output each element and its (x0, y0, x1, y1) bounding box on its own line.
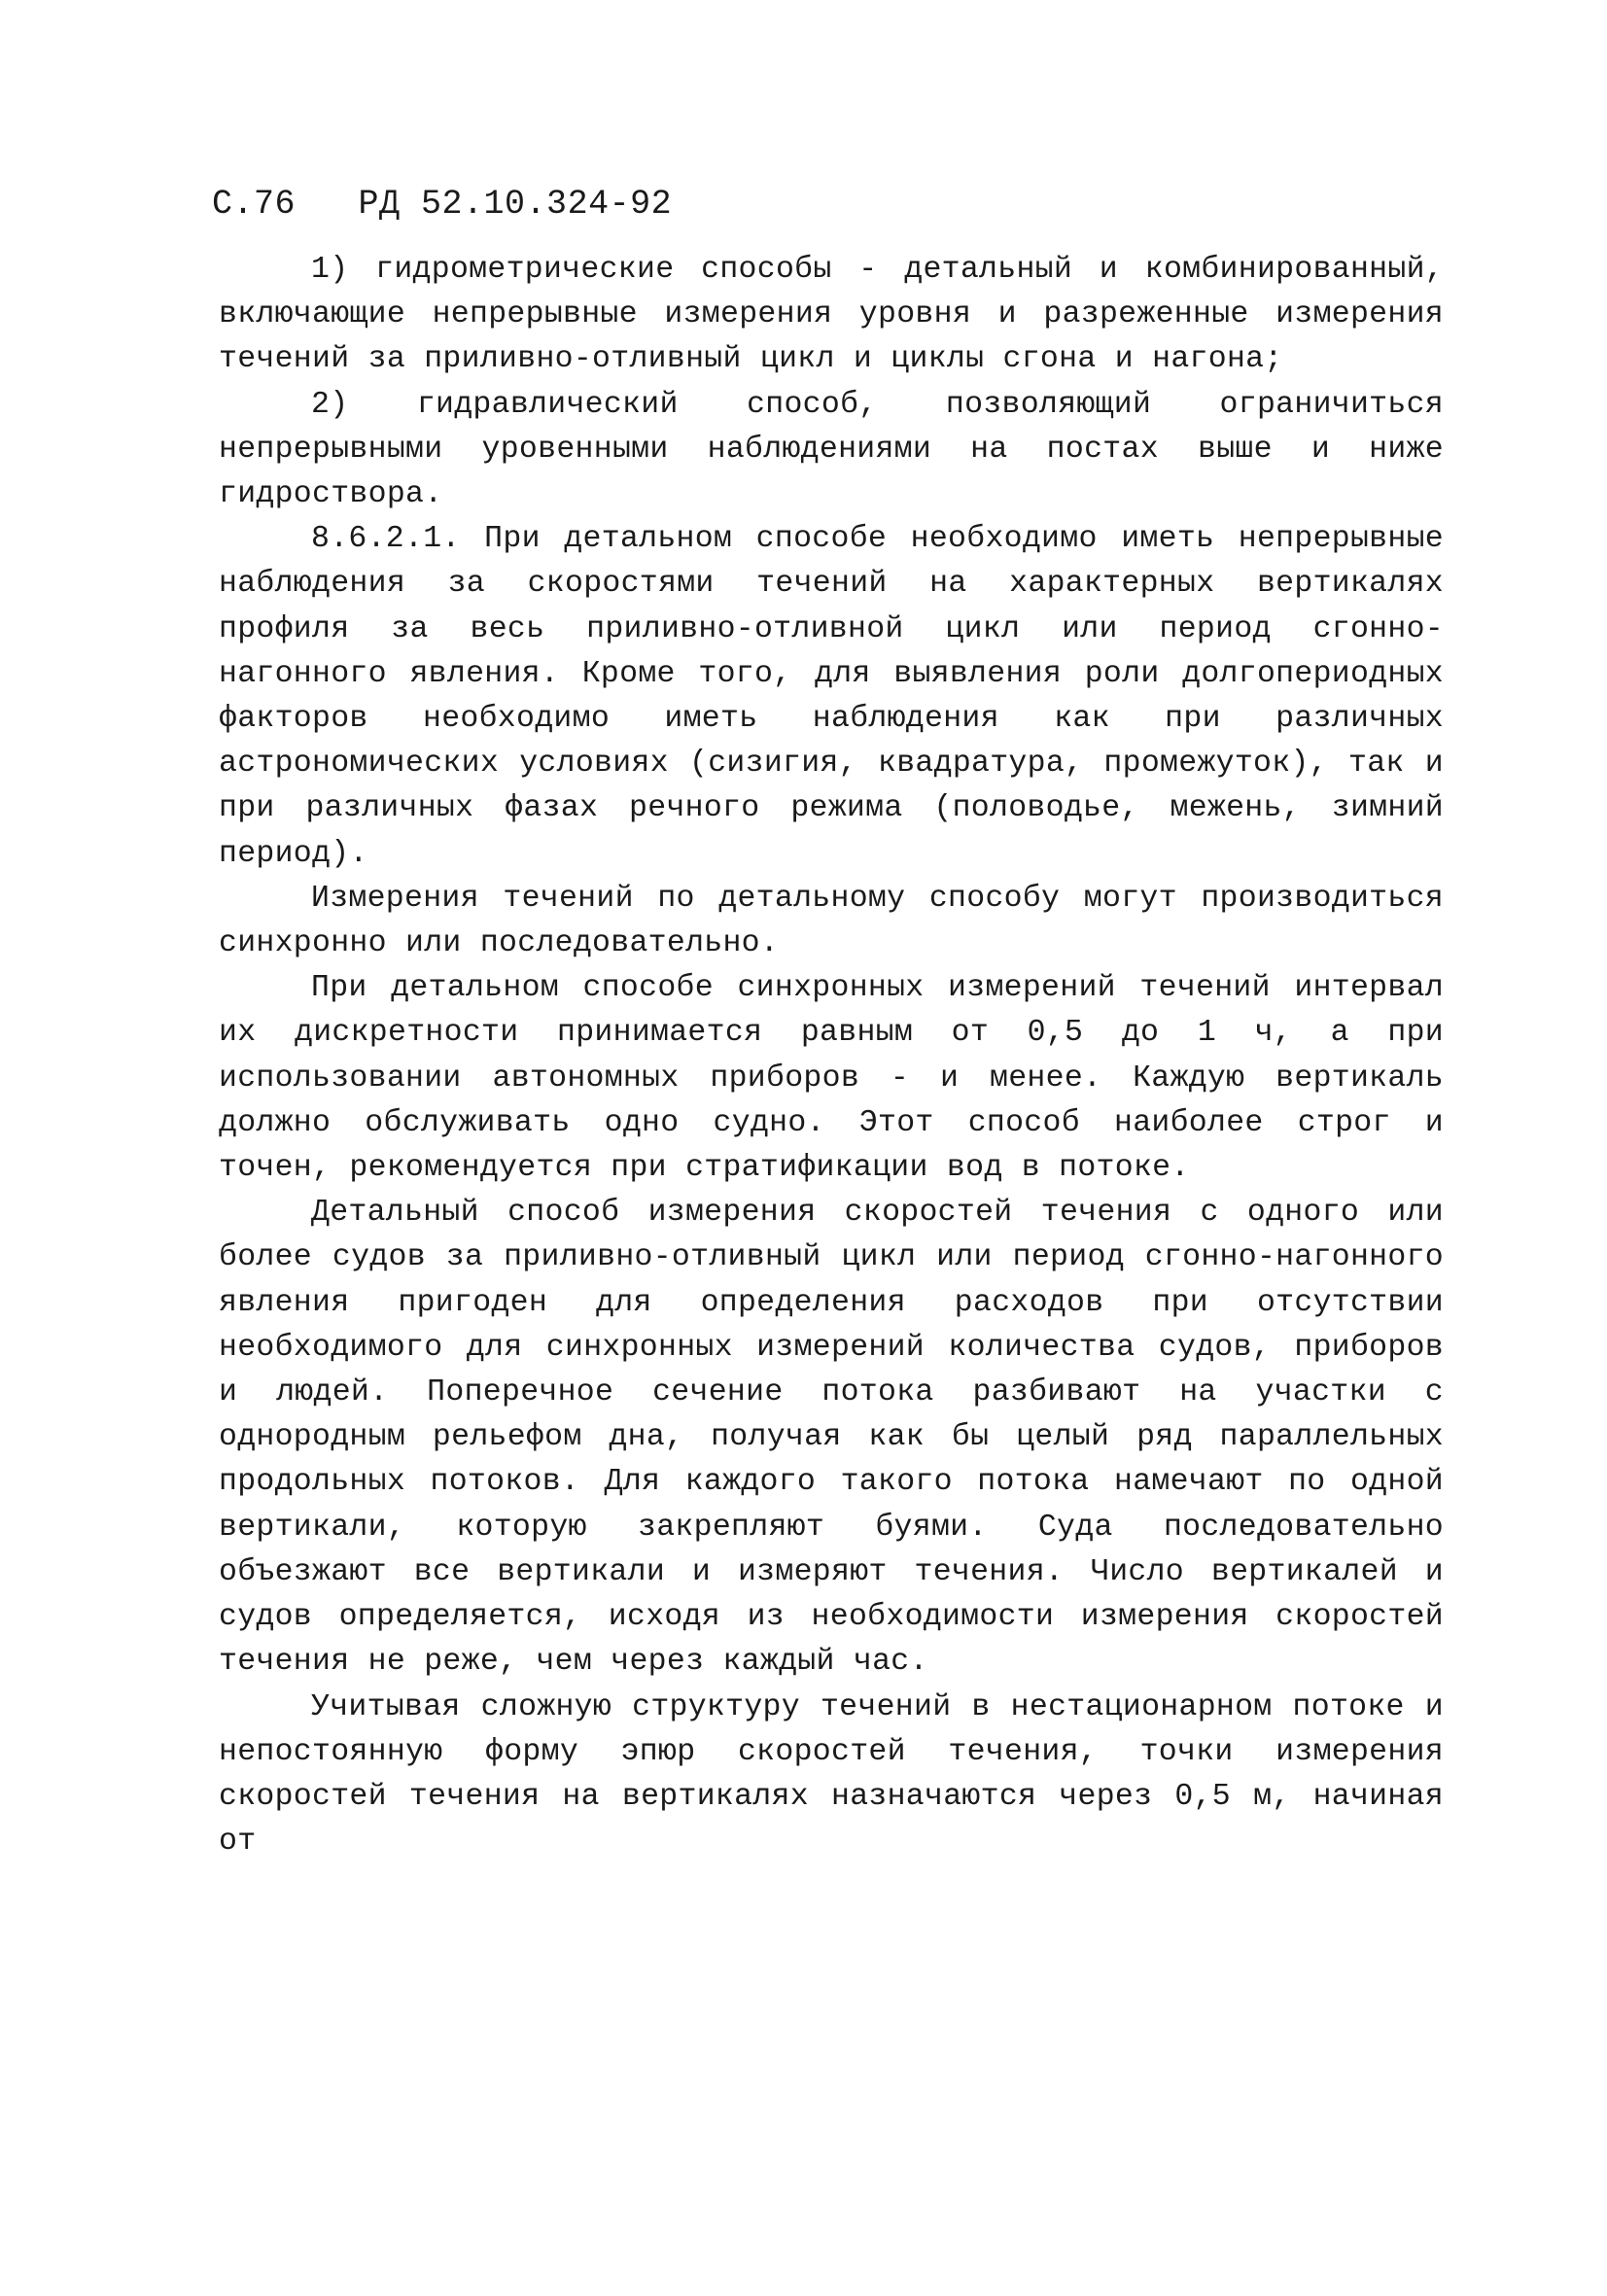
page-number: С.76 (212, 185, 297, 224)
paragraph-7: Учитывая сложную структуру течений в нестационарном потоке и непостоянную форму эпюр скоростей течения, точки измерения скоростей течения на вертикалях назначаются через 0,5 м, начиная от (219, 1689, 1444, 1860)
paragraph-3: 8.6.2.1. При детальном способе необходимо иметь непрерывные наблюдения за скоростями течений на характерных вертикалях профиля за весь приливно-отливной цикл или период сгонно-нагонного явления. Кроме того, для выявления роли долгопериодных факторов необходимо иметь наблюдения как при различных астрономических условиях (сизигия, квадратура, промежуток), так и при различных фазах речного режима (половодье, межень, зимний период). (219, 522, 1444, 871)
paragraph-1: 1) гидрометрические способы - детальный и комбинированный, включающие непрерывные измерения уровня и разреженные измерения течений за приливно-отливный цикл и циклы сгона и нагона; (219, 253, 1444, 377)
paragraph-6: Детальный способ измерения скоростей течения с одного или более судов за приливно-отливный цикл или период сгонно-нагонного явления пригоден для определения расходов при отсутствии необходимого для синхронных измерений количества судов, приборов и людей. Поперечное сечение потока разбивают на участки с однородным рельефом дна, получая как бы целый ряд параллельных продольных потоков. Для каждого такого потока намечают по одной вертикали, которую закрепляют буями. Суда последовательно объезжают все вертикали и измеряют течения. Число вертикалей и судов определяется, исходя из необходимости измерения скоростей течения не реже, чем через каждый час. (219, 1196, 1444, 1680)
paragraph-2: 2) гидравлический способ, позволяющий ограничиться непрерывными уровенными наблюдениями на постах выше и ниже гидроствора. (219, 387, 1444, 512)
page-header (212, 183, 672, 226)
paragraph-4: Измерения течений по детальному способу могут производиться синхронно или последовательно. (219, 881, 1444, 961)
paragraph-5: При детальном способе синхронных измерений течений интервал их дискретности принимается равным от 0,5 до 1 ч, а при использовании автономных приборов - и менее. Каждую вертикаль должно обслуживать одно судно. Этот способ наиболее строг и точен, рекомендуется при стратификации вод в потоке. (219, 971, 1444, 1186)
body-text (219, 248, 1444, 1864)
document-code: РД 52.10.324-92 (358, 185, 673, 224)
